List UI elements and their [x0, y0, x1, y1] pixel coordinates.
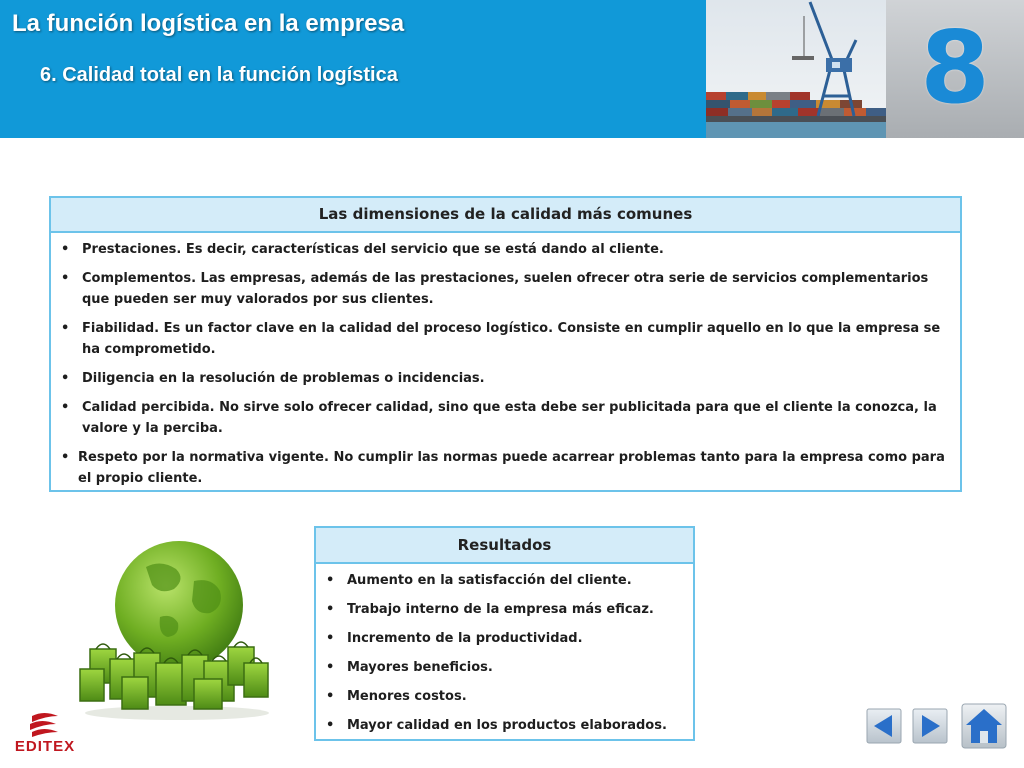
prev-slide-button[interactable]: [866, 708, 902, 744]
list-item-text: Incremento de la productividad.: [347, 631, 583, 646]
list-item: [326, 599, 685, 620]
list-item-text: Respeto por la normativa vigente. No cumplir las normas puede acarrear problemas tanto para la empresa como para el propio cliente.: [78, 450, 945, 486]
bullet-icon: •: [326, 631, 335, 646]
list-item: [326, 628, 685, 649]
list-item: [326, 715, 685, 736]
green-globe-shopping-bags-illustration: [76, 537, 278, 721]
bullet-icon: •: [61, 371, 70, 386]
port-crane-photo: [706, 0, 886, 138]
list-item-text: Calidad percibida. No sirve solo ofrecer calidad, sino que esta debe ser publicitada para que el cliente la conozca, la valore y la perciba.: [82, 400, 937, 436]
header-banner: [0, 0, 1024, 138]
bullet-icon: •: [61, 271, 70, 286]
bullet-icon: •: [326, 602, 335, 617]
page-title: La función logística en la empresa: [12, 10, 405, 37]
results-box: [314, 526, 695, 741]
list-item: [61, 239, 946, 260]
list-item-text: Prestaciones. Es decir, características del servicio que se está dando al cliente.: [82, 242, 664, 257]
section-subtitle: 6. Calidad total en la función logística: [40, 64, 398, 86]
list-item: [326, 686, 685, 707]
quality-dimensions-box: [49, 196, 962, 492]
bullet-icon: •: [61, 321, 70, 336]
bullet-icon: •: [61, 242, 70, 257]
chapter-badge: [886, 0, 1024, 138]
list-item: [61, 397, 946, 439]
list-item-text: Menores costos.: [347, 689, 467, 704]
results-list: [316, 564, 693, 736]
quality-dimensions-list: [51, 233, 960, 489]
results-heading: Resultados: [316, 528, 693, 564]
list-item-text: Mayores beneficios.: [347, 660, 493, 675]
bullet-icon: •: [326, 689, 335, 704]
editex-logo-text: EDITEX: [14, 738, 76, 755]
bullet-icon: •: [326, 718, 335, 733]
list-item-text: Diligencia en la resolución de problemas o incidencias.: [82, 371, 485, 386]
editex-logo: [10, 712, 80, 760]
bullet-icon: •: [326, 660, 335, 675]
list-item: [61, 447, 946, 489]
editex-logo-mark-icon: [10, 712, 80, 738]
list-item-text: Fiabilidad. Es un factor clave en la calidad del proceso logístico. Consiste en cumplir aquello en lo que la empresa se ha comprometido.: [82, 321, 941, 357]
list-item-text: Complementos. Las empresas, además de las prestaciones, suelen ofrecer otra serie de servicios complementarios que pueden ser muy valorados por sus clientes.: [82, 271, 929, 307]
list-item: [61, 318, 946, 360]
home-button[interactable]: [961, 703, 1007, 749]
list-item: [326, 657, 685, 678]
list-item-text: Aumento en la satisfacción del cliente.: [347, 573, 632, 588]
bullet-icon: •: [61, 400, 70, 415]
list-item: [326, 570, 685, 591]
chapter-number: 8: [920, 9, 990, 126]
list-item-text: Trabajo interno de la empresa más eficaz.: [347, 602, 654, 617]
quality-dimensions-heading: Las dimensiones de la calidad más comunes: [51, 198, 960, 233]
list-item-text: Mayor calidad en los productos elaborados.: [347, 718, 667, 733]
list-item: [61, 268, 946, 310]
list-item: [61, 368, 946, 389]
next-slide-button[interactable]: [912, 708, 948, 744]
bullet-icon: •: [61, 450, 70, 465]
bullet-icon: •: [326, 573, 335, 588]
